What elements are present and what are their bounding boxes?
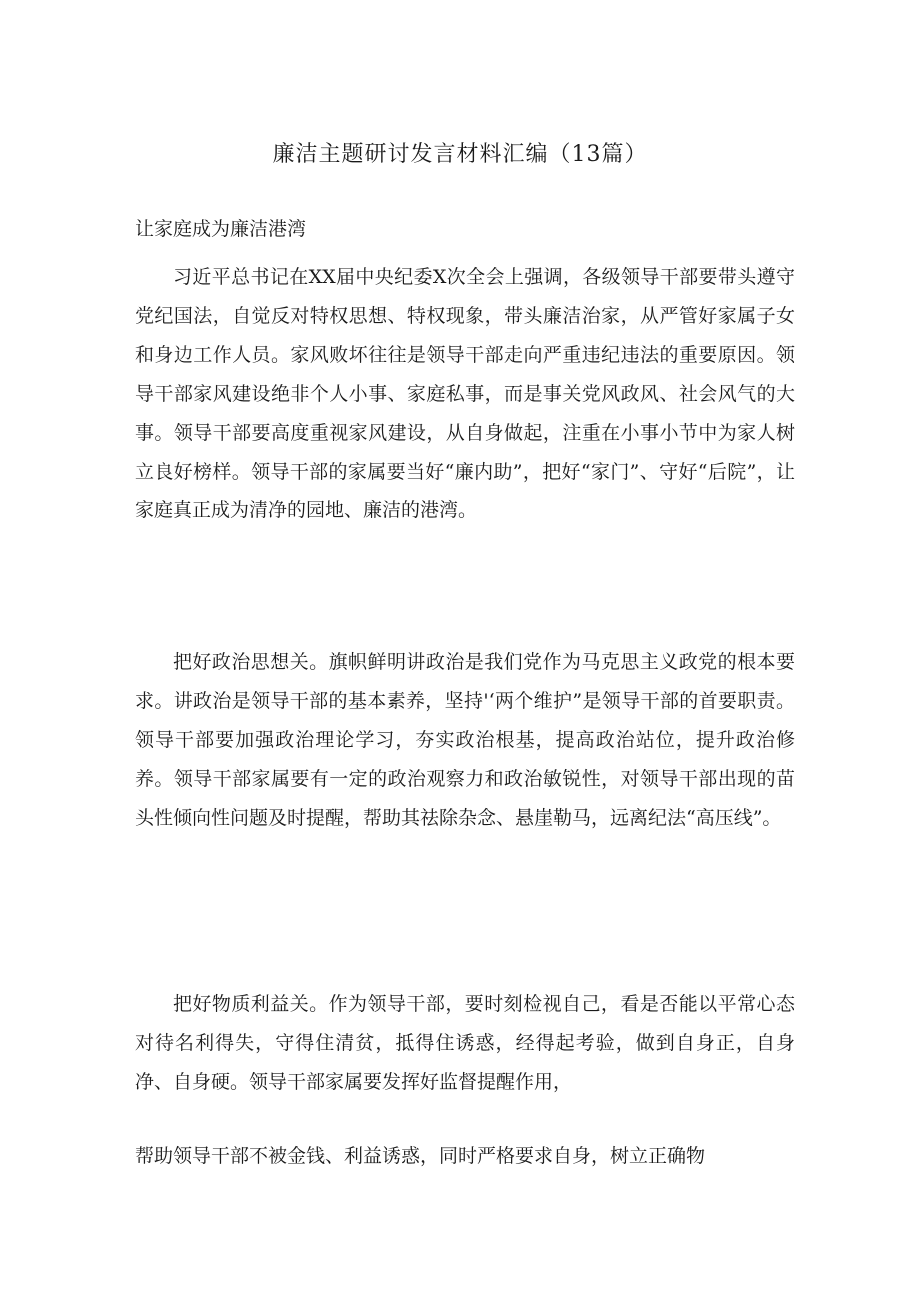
- article-subtitle: 让家庭成为廉洁港湾: [135, 218, 307, 240]
- paragraph-material: 把好物质利益关。作为领导干部，要时刻检视自己，看是否能以平常心态对待名利得失，守得住清贫，抵得住诱惑，经得起考验，做到自身正，自身净、自身硬。领导干部家属要发挥好监督提醒作用，: [135, 993, 795, 1093]
- paragraph-intro: 习近平总书记在XX届中央纪委X次全会上强调，各级领导干部要带头遵守党纪国法，自觉反对特权思想、特权现象，带头廉洁治家，从严管好家属子女和身边工作人员。家风败坏往往是领导干部走向严重违纪违法的重要原因。领导干部家风建设绝非个人小事、家庭私事，而是事关党风政风、社会风气的大事。领导干部要高度重视家风建设，从自身做起，注重在小事小节中为家人树立良好榜样。领导干部的家属要当好“廉内助”，把好“家门”、守好“后院”，让家庭真正成为清净的园地、廉洁的港湾。: [135, 266, 795, 522]
- paragraph-continuation: 帮助领导干部不被金钱、利益诱惑，同时严格要求自身，树立正确物: [135, 1145, 706, 1167]
- document-title: 廉洁主题研讨发言材料汇编（13篇）: [272, 142, 648, 167]
- paragraph-political: 把好政治思想关。旗帜鲜明讲政治是我们党作为马克思主义政党的根本要求。讲政治是领导干部的基本素养，坚持'‘两个维护”是领导干部的首要职责。领导干部要加强政治理论学习，夯实政治根基，提高政治站位，提升政治修养。领导干部家属要有一定的政治观察力和政治敏锐性，对领导干部出现的苗头性倾向性问题及时提醒，帮助其祛除杂念、悬崖勒马，远离纪法“高压线”。: [135, 651, 795, 829]
